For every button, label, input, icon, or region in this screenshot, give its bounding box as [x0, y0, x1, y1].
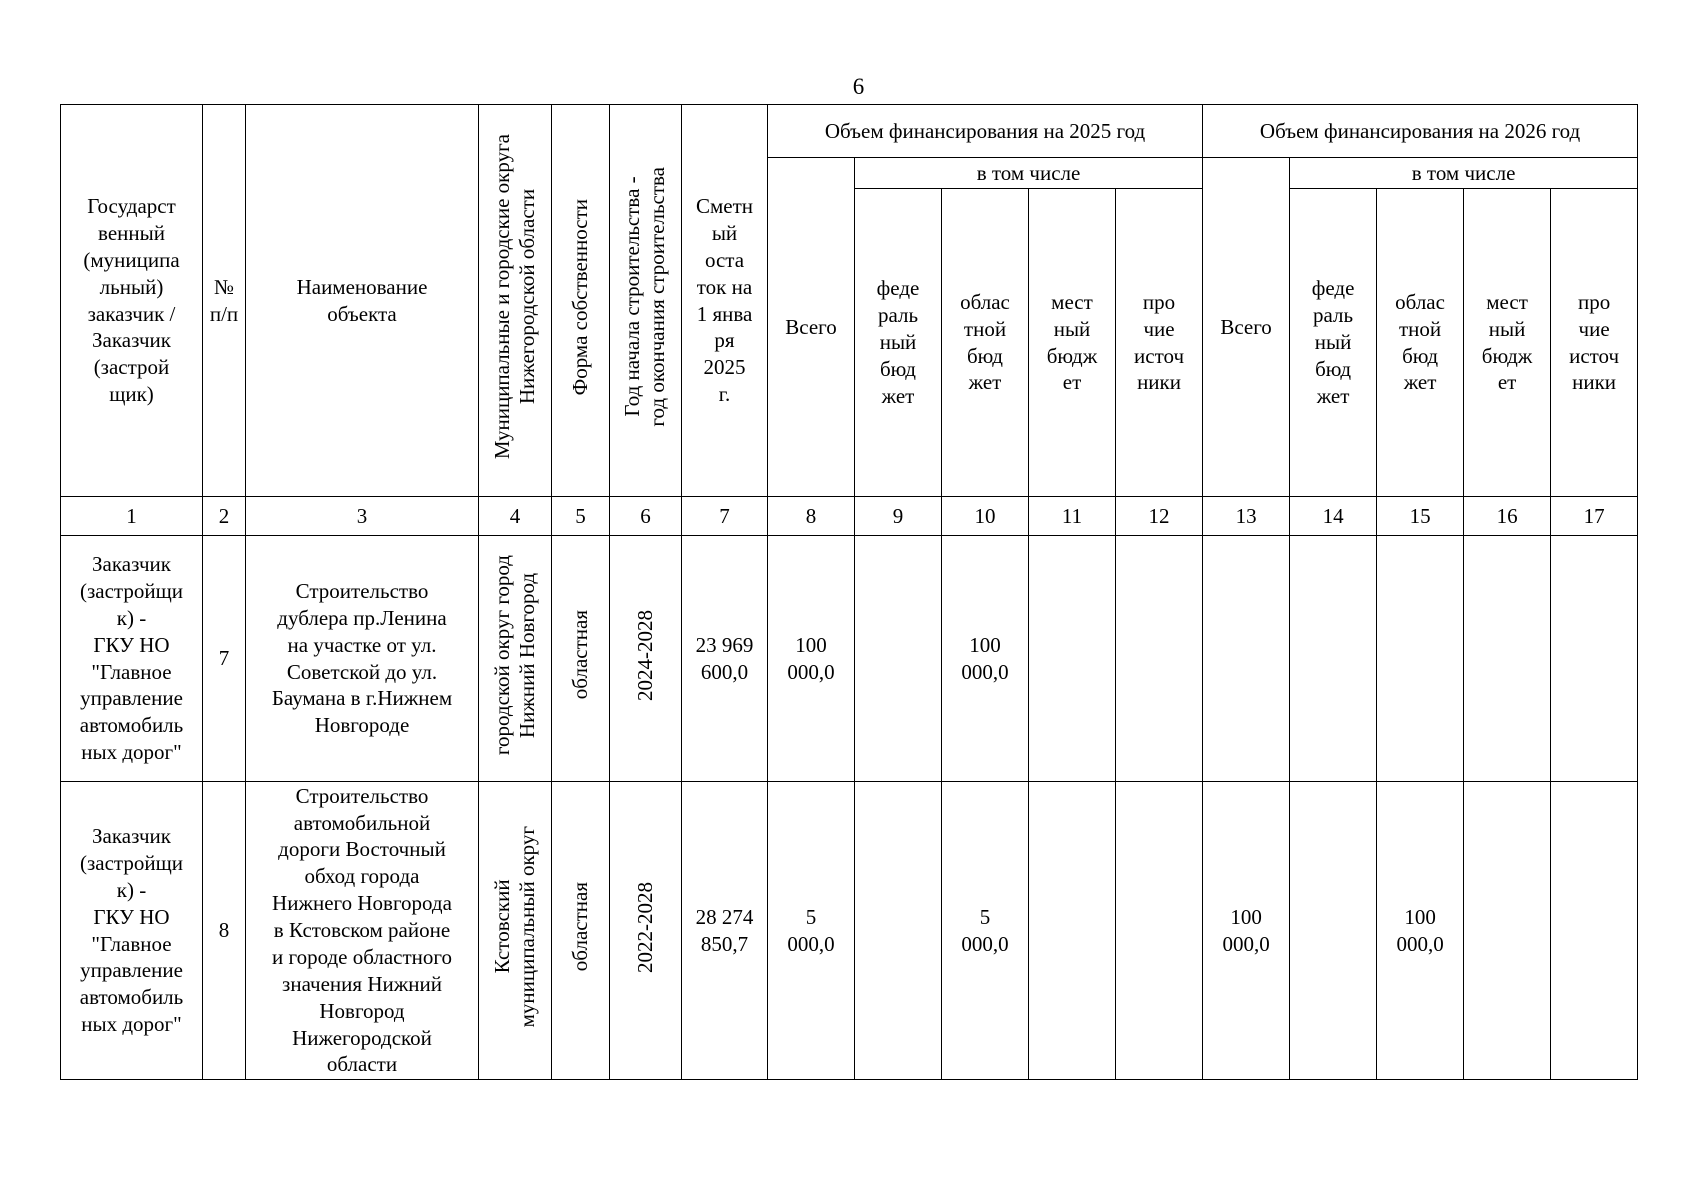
- row-other-2026: [1551, 782, 1638, 1080]
- row-regional-2025: 100 000,0: [942, 536, 1029, 782]
- column-number: 10: [942, 497, 1029, 536]
- row-total-2025: 100 000,0: [768, 536, 855, 782]
- header-funding-2025: Объем финансирования на 2025 год: [768, 105, 1203, 158]
- row-ownership-text: областная: [567, 882, 592, 972]
- row-years-text: 2022-2028: [632, 881, 657, 973]
- header-estimated-balance: Сметн ый оста ток на 1 янва ря 2025 г.: [682, 105, 768, 497]
- column-number: 16: [1464, 497, 1551, 536]
- row-municipality-text: городской округ город Нижний Новгород: [489, 555, 539, 756]
- row-ownership-text: областная: [567, 610, 592, 700]
- column-number: 7: [682, 497, 768, 536]
- row-local-2025: [1029, 782, 1116, 1080]
- header-number: № п/п: [203, 105, 246, 497]
- row-years-text: 2024-2028: [632, 609, 657, 701]
- row-total-2026: [1203, 536, 1290, 782]
- row-municipality: [479, 782, 552, 1080]
- column-number: 17: [1551, 497, 1638, 536]
- page-number: 6: [852, 74, 865, 99]
- header-object-name: Наименование объекта: [246, 105, 479, 497]
- row-municipality: [479, 536, 552, 782]
- header-years-text: Год начала строительства - год окончания строительства: [620, 167, 670, 427]
- header-federal-2025: феде раль ный бюд жет: [855, 189, 942, 497]
- header-local-2026: мест ный бюдж ет: [1464, 189, 1551, 497]
- row-other-2025: [1116, 536, 1203, 782]
- column-number: 15: [1377, 497, 1464, 536]
- row-local-2026: [1464, 782, 1551, 1080]
- header-ownership-text: Форма собственности: [567, 198, 592, 396]
- row-years: [610, 782, 682, 1080]
- header-funding-2026: Объем финансирования на 2026 год: [1203, 105, 1638, 158]
- header-total-2026: Всего: [1203, 158, 1290, 497]
- row-total-2025: 5 000,0: [768, 782, 855, 1080]
- row-federal-2026: [1290, 536, 1377, 782]
- header-regional-2026: облас тной бюд жет: [1377, 189, 1464, 497]
- column-number: 4: [479, 497, 552, 536]
- header-total-2025: Всего: [768, 158, 855, 497]
- column-number: 14: [1290, 497, 1377, 536]
- header-federal-2026: феде раль ный бюд жет: [1290, 189, 1377, 497]
- column-number: 1: [61, 497, 203, 536]
- header-municipality-text: Муниципальные и городские округа Нижегородской области: [489, 134, 539, 460]
- header-municipality: [479, 105, 552, 497]
- header-including-2025: в том числе: [855, 158, 1203, 189]
- row-other-2026: [1551, 536, 1638, 782]
- row-object-name: Строительство дублера пр.Ленина на участке от ул. Советской до ул. Баумана в г.Нижнем Новгороде: [246, 536, 479, 782]
- row-number: 7: [203, 536, 246, 782]
- header-local-2025: мест ный бюдж ет: [1029, 189, 1116, 497]
- row-regional-2026: 100 000,0: [1377, 782, 1464, 1080]
- row-customer: Заказчик (застройщи к) - ГКУ НО "Главное управление автомобиль ных дорог": [61, 536, 203, 782]
- row-estimated-balance: 23 969 600,0: [682, 536, 768, 782]
- row-object-name: Строительство автомобильной дороги Восточный обход города Нижнего Новгорода в Кстовском районе и городе областного значения Нижний Новгород Нижегородской области: [246, 782, 479, 1080]
- row-federal-2026: [1290, 782, 1377, 1080]
- row-customer: Заказчик (застройщи к) - ГКУ НО "Главное управление автомобиль ных дорог": [61, 782, 203, 1080]
- column-number: 11: [1029, 497, 1116, 536]
- header-ownership: [552, 105, 610, 497]
- header-other-2025: про чие источ ники: [1116, 189, 1203, 497]
- column-number: 2: [203, 497, 246, 536]
- funding-table: [60, 104, 1638, 1080]
- row-ownership: [552, 536, 610, 782]
- column-number: 5: [552, 497, 610, 536]
- header-customer: Государст венный (муниципа льный) заказчик / Заказчик (застрой щик): [61, 105, 203, 497]
- row-regional-2026: [1377, 536, 1464, 782]
- header-other-2026: про чие источ ники: [1551, 189, 1638, 497]
- table-row: [61, 782, 1638, 1080]
- row-federal-2025: [855, 782, 942, 1080]
- row-estimated-balance: 28 274 850,7: [682, 782, 768, 1080]
- row-local-2025: [1029, 536, 1116, 782]
- column-number-row: [61, 497, 1638, 536]
- row-local-2026: [1464, 536, 1551, 782]
- column-number: 9: [855, 497, 942, 536]
- row-regional-2025: 5 000,0: [942, 782, 1029, 1080]
- header-row-1: [61, 105, 1638, 158]
- header-regional-2025: облас тной бюд жет: [942, 189, 1029, 497]
- row-total-2026: 100 000,0: [1203, 782, 1290, 1080]
- table-row: [61, 536, 1638, 782]
- column-number: 6: [610, 497, 682, 536]
- column-number: 13: [1203, 497, 1290, 536]
- header-including-2026: в том числе: [1290, 158, 1638, 189]
- row-number: 8: [203, 782, 246, 1080]
- row-years: [610, 536, 682, 782]
- row-municipality-text: Кстовский муниципальный округ: [489, 826, 539, 1028]
- column-number: 3: [246, 497, 479, 536]
- column-number: 8: [768, 497, 855, 536]
- header-years: [610, 105, 682, 497]
- row-federal-2025: [855, 536, 942, 782]
- row-other-2025: [1116, 782, 1203, 1080]
- row-ownership: [552, 782, 610, 1080]
- column-number: 12: [1116, 497, 1203, 536]
